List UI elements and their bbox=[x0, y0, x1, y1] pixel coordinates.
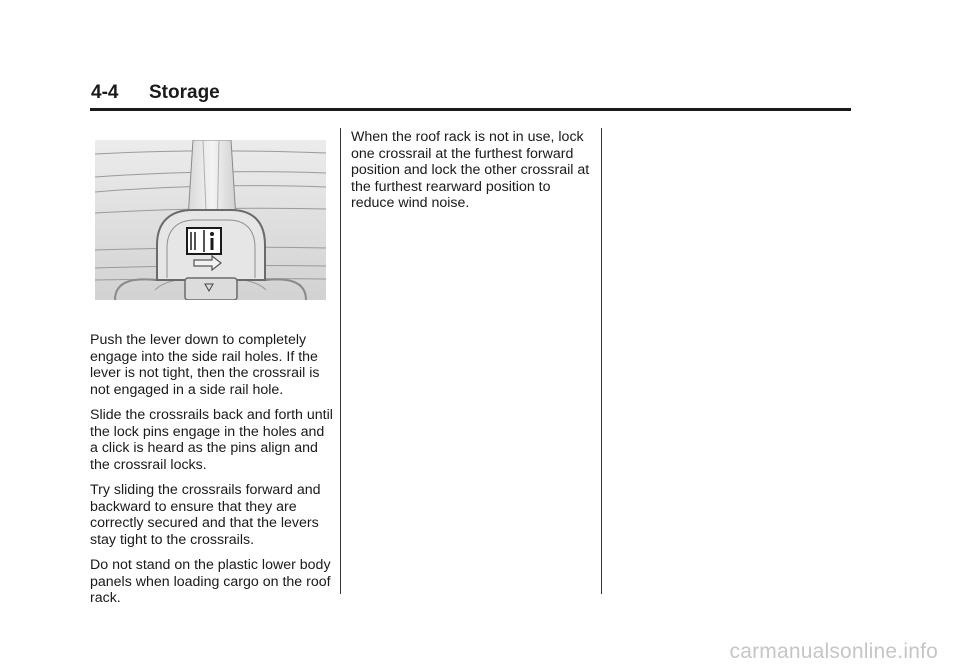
crossrail-lever-illustration bbox=[95, 140, 326, 311]
middle-column-text bbox=[351, 129, 591, 221]
paragraph: Slide the crossrails back and forth until the lock pins engage in the holes and a click is heard as the pins align and the crossrail locks. bbox=[90, 407, 333, 473]
paragraph: Do not stand on the plastic lower body panels when loading cargo on the roof rack. bbox=[90, 557, 331, 606]
column-divider bbox=[601, 128, 602, 594]
paragraph: Push the lever down to completely engage into the side rail holes. If the lever is not tight, then the crossrail is not engaged in a side rail hole. bbox=[90, 332, 320, 398]
watermark: carmanualsonline.info bbox=[729, 640, 938, 663]
left-column-text bbox=[90, 332, 335, 616]
paragraph: When the roof rack is not in use, lock one crossrail at the furthest forward position and lock the other crossrail at the furthest rearward position to reduce wind noise. bbox=[351, 129, 590, 211]
owners-manual-info-icon bbox=[187, 228, 221, 254]
page-header bbox=[90, 80, 851, 111]
section-number: 4-4 bbox=[91, 82, 119, 103]
paragraph: Try sliding the crossrails forward and backward to ensure that they are correctly secured and that the levers stay tight to the crossrails. bbox=[90, 482, 321, 548]
column-divider bbox=[340, 128, 341, 594]
section-title: Storage bbox=[149, 82, 220, 103]
